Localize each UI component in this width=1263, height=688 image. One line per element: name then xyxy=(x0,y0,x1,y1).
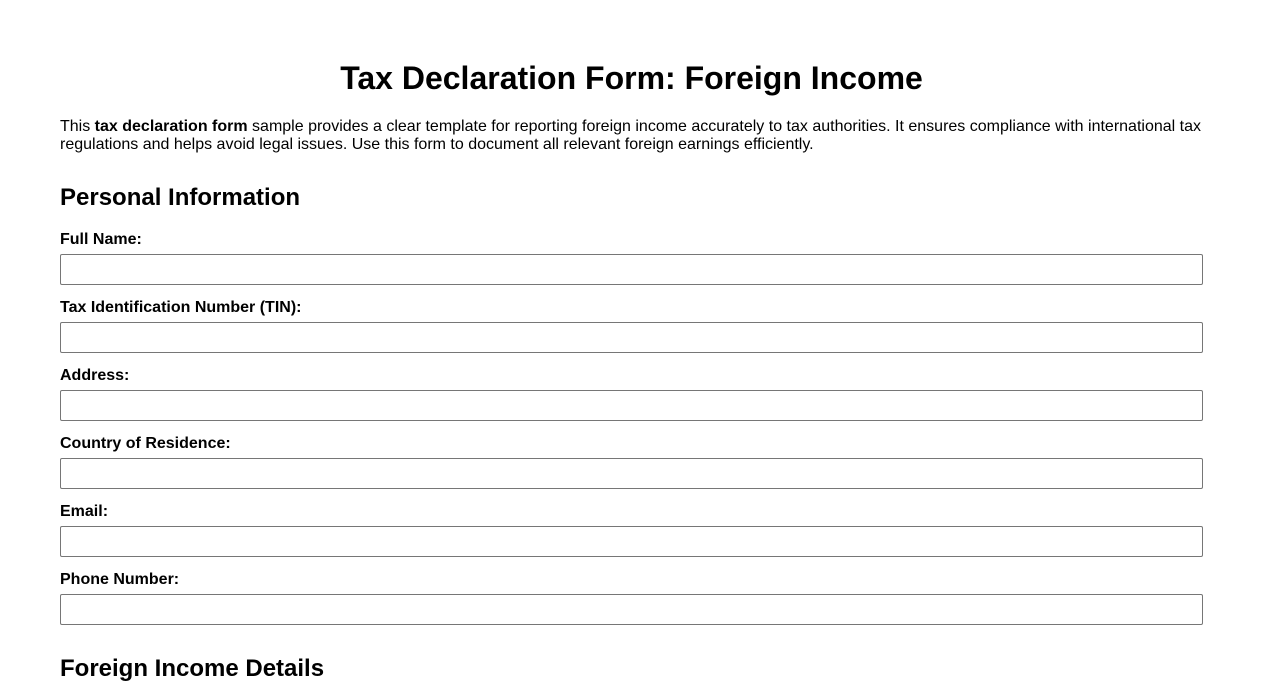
phone-number-input[interactable] xyxy=(60,594,1203,625)
personal-information-heading: Personal Information xyxy=(60,184,301,211)
address-input[interactable] xyxy=(60,390,1203,421)
page-title: Tax Declaration Form: Foreign Income xyxy=(340,60,923,96)
tin-label: Tax Identification Number (TIN): xyxy=(60,299,302,316)
foreign-income-details-heading: Foreign Income Details xyxy=(60,655,325,682)
intro-bold-text: tax declaration form xyxy=(94,118,248,135)
intro-paragraph xyxy=(60,118,1203,154)
country-of-residence-label: Country of Residence: xyxy=(60,435,231,452)
full-name-input[interactable] xyxy=(60,254,1203,285)
tin-input[interactable] xyxy=(60,322,1203,353)
country-of-residence-input[interactable] xyxy=(60,458,1203,489)
email-input[interactable] xyxy=(60,526,1203,557)
intro-suffix: sample provides a clear template for reporting foreign income accurately to tax authorities. It ensures compliance with international tax regulations and helps avoid legal issues. Use this form to document all relevant foreign earnings efficiently. xyxy=(60,118,1201,153)
email-label: Email: xyxy=(60,503,109,520)
intro-prefix: This xyxy=(60,118,95,135)
phone-number-label: Phone Number: xyxy=(60,571,180,588)
address-label: Address: xyxy=(60,367,130,384)
full-name-label: Full Name: xyxy=(60,231,142,248)
